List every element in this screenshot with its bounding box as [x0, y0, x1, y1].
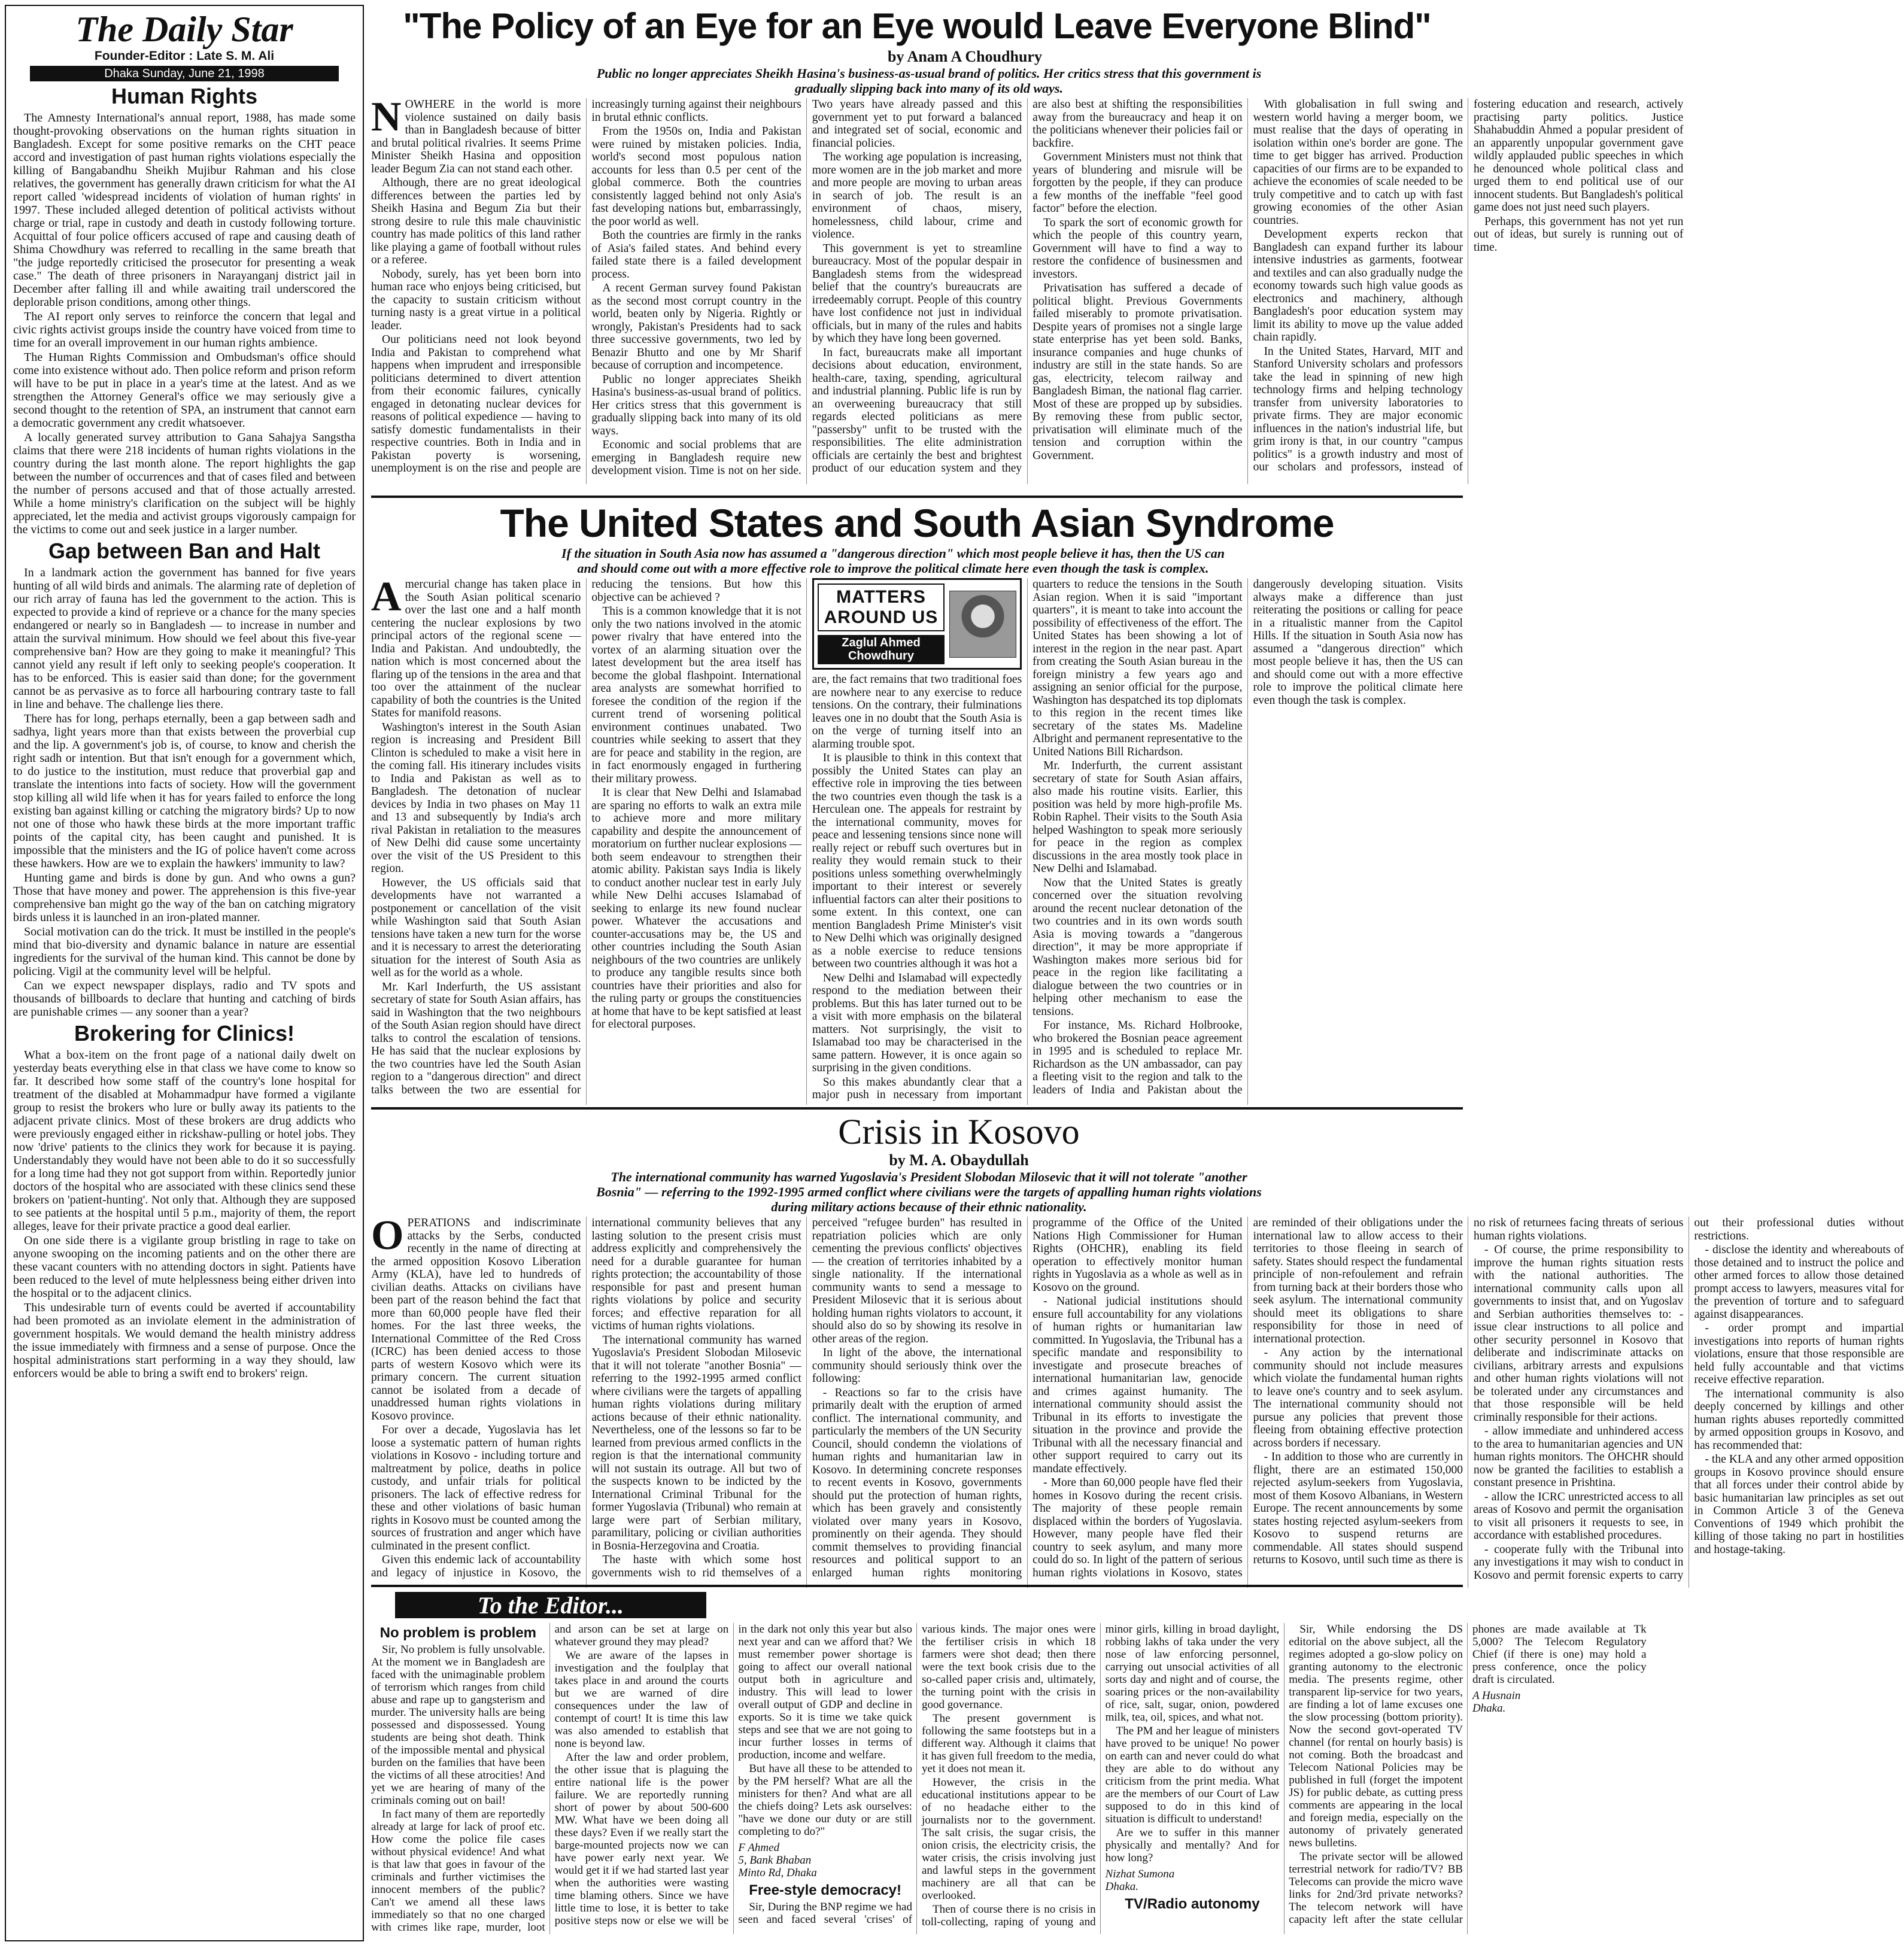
article-us-south-asia	[371, 500, 1463, 1105]
paragraph: - Any action by the international community should not include measures which violate the fundamental human rights to leave one's country and to seek asylum. The international community should not pursue any policies that prevent those fleeing from obtaining effective protection across borders if necessary.	[1253, 1347, 1463, 1449]
paragraph: PERATIONS and indiscriminate attacks by the Serbs, conducted recently in the name of directing at the armed opposition Kosovo Liberation Army (KLA), have led to hundreds of civilian deaths. Attacks on civilians have been part of the reason behind the fact that more than 60,000 people have fled their homes. For the last three weeks, the International Committee of the Red Cross (ICRC) has been denied access to those parts of western Kosovo which were its primary concern. The current situation cannot be isolated from a decade of unaddressed human rights violations in Kosovo province.	[371, 1217, 581, 1423]
paragraph: The haste with which some host governments wish to rid themselves of a perceived "refugee burden" has resulted in repatriation policies which are only cementing the previous conflicts' objectives — the creation of territories inhabited by a single nationality. If the international community wants to send a message to President Milosevic that it is serious about holding human rights violators to account, it should also do so by showing its resolve in other areas of the region.	[591, 1217, 1022, 1579]
paragraph: Social motivation can do the trick. It must be instilled in the people's mind that bio-diversity and dynamic balance in nature are essential ingredients for the survival of the human kind. This cannot be done by policing. Vigil at the community level will be helpful.	[13, 925, 356, 978]
paragraph: This undesirable turn of events could be averted if accountability had been promoted as an inviolate element in the administration of government hospitals. We would demand the health ministry address the issue immediately with firmness and a sense of purpose. Once the hospital administrations start performing in a way they should, law enforcers would be able to bring a swift end to brokers' reign.	[13, 1301, 356, 1380]
paragraph: Perhaps, this government has not yet run out of ideas, but surely is running out of time.	[1473, 215, 1684, 254]
paragraph: There has for long, perhaps eternally, been a gap between sadh and sadhya, light years more than that exists between the proverbial cup and the lip. A government's job is, of course, to know and cherish the right sadh or intention. But that isn't enough for a government which, to do justice to the institution, must reduce that proverbial gap and translate the intentions into facts of society. How will the government stop killing all wild life when it has for years failed to enforce the long existing ban against killing or catching the migratory birds? Up to now not one of those who hawk these birds at the more important traffic points of the capital city, has been caught and punished. It is impossible that the ministers and the IG of police haven't come across these hawkers. How are we to explain the hawkers' immunity to law?	[13, 712, 356, 870]
signoff-line: Dhaka.	[1105, 1880, 1139, 1893]
article-standfirst: The international community has warned Yugoslavia's President Slobodan Milosevic that it will not tolerate "another Bosnia" — referring to the 1992-1995 armed conflict where civilians were the targets of appalling human rights violations during military actions because of their ethnic nationality.	[596, 1169, 1262, 1214]
paragraph: This is a common knowledge that it is not only the two nations involved in the atomic power rivalry that have entered into the vortex of an alarming situation over the latest development but the area itself has become the global flashpoint. International area analysts are somewhat horrified to foresee the condition of the region if the current trend of worsening political environment continues unabated. Two countries while seeking to assert that they are for peace and stability in the region, are in fact enormously engaged in furthering their military prowess.	[591, 605, 801, 785]
paragraph: So this makes abundantly clear that a major push in necessary from important quarters to reduce the tensions in the South Asian region. When it is said "important quarters", it is meant to take into account the possibility of effectiveness of the effort. The United States has been showing a lot of interest in the region in the near past. Apart from creating the South Asian bureau in the foreign ministry a few years ago and assigning an senior official for the purpose, Washington has despatched its top diplomats to this region in the recent times like secretary of the states Ms. Madeline Albright and permanent representative to the United Nations Bill Richardson.	[812, 578, 1243, 1101]
paragraph: In fact, bureaucrats make all important decisions about education, environment, health-care, taxing, spending, agricultural and industrial planning. Public life is run by an overweening bureaucracy that still regards elected politicians as mere "passersby" unfit to be trusted with the responsibilities. The elite administration officials are certainly the best and brightest product of our education system and they are also best at shifting the responsibilities away from the bureaucracy and heap it on the politicians whenever their policies fail or backfire.	[812, 98, 1243, 475]
article-standfirst: If the situation in South Asia now has assumed a "dangerous direction" which most people believe it has, then the US can and should come out with a more effective role to improve the political climate here even though the task is complex.	[561, 546, 1225, 576]
drop-cap: N	[371, 94, 402, 140]
paragraph: For instance, Ms. Richard Holbrooke, who brokered the Bosnian peace agreement in 1995 and is scheduled to replace Mr. Richardson as the UN ambassador, can pay a fleeting visit to the region and talk to the leaders of India and Pakistan about the dangerously developing situation. Visits always make a difference than just reiterating the positions or calling for peace in a ritualistic manner from the Capitol Hills. If the situation in South Asia now has assumed a "dangerous direction" which most people believe it has, then the US can and should come out with a more effective role to improve the political climate here even though the task is complex.	[1033, 578, 1463, 1096]
masthead	[6, 6, 363, 81]
paragraph: Now that the United States is greatly concerned over the situation revolving around the recent nuclear detonation of the two countries and in its own words south Asia is moving towards a "dangerous direction", it may be more appropriate if Washington makes more serious bid for peace in the region like facilitating a dialogue between the two countries or in helping other mechanism to ease the tensions.	[1033, 876, 1243, 1018]
paragraph: It is clear that New Delhi and Islamabad are sparing no efforts to walk an extra mile to achieve more and more military capability and despite the announcement of moratorium on further nuclear explosions — both seem endeavour to strengthen their atomic ability. Pakistan says India is likely to conduct another nuclear test in early July while New Delhi accuses Islamabad of seeking to enlarge its new found nuclear power. Whatever the accusations and counter-accusations may be, the US and other countries including the South Asian neighbours of the two countries are unlikely to produce any tangible results since both countries have their priorities and also for the ruling party or groups the constituencies at home that have to be kept satisfied at least for electoral purposes.	[591, 786, 801, 1031]
article-body	[371, 94, 1684, 484]
divider	[371, 496, 1463, 498]
paragraph: - National judicial institutions should ensure full accountability for any violations of human rights or humanitarian law committed. In Yugoslavia, the Tribunal has a specific mandate and responsibility to investigate and prosecute breaches of international humanitarian law, genocide and crimes against humanity. The international community should assist the Tribunal in its efforts to investigate the situation in the province and provide the Tribunal with all the necessary financial and other support required to carry out its mandate effectively.	[1033, 1295, 1243, 1475]
paragraph: A recent German survey found Pakistan as the second most corrupt country in the world, beaten only by Nigeria. Rightly or wrongly, Pakistan's Presidents had to sack three successive governments, two led by Benazir Bhutto and one by Mr Sharif because of corruption and incompetence.	[591, 282, 801, 372]
signoff-line: Dhaka.	[1472, 1702, 1506, 1715]
paragraph: The international community has warned Yugoslavia's President Slobodan Milosevic that it will not tolerate "another Bosnia" — referring to the 1992-1995 armed conflict where civilians were the targets of appalling human rights violations during military actions because of their ethnic nationality. Nevertheless, one of the lessons so far to be learned from previous armed conflicts in the region is that the international community will not sustain its outrage. All but two of the suspects known to be indicted by the International Criminal Tribunal for the former Yugoslavia (Tribunal) who remain at large were part of Serbian military, paramilitary, policing or civilian authorities in Bosnia-Herzegovina and Croatia.	[591, 1333, 801, 1552]
paragraph: New Delhi and Islamabad will expectedly respond to the mediation between their problems. But this has later turned out to be a visit with more emphasis on the bilateral matters. Not surprisingly, the visit to Islamabad too may be characterised in the same pattern. However, it is once again so surprising in the given conditions.	[812, 971, 1022, 1074]
paragraph: Public no longer appreciates Sheikh Hasina's business-as-usual brand of politics. Her critics stress that this government is gradually slipping back into many of its old ways.	[591, 373, 801, 437]
divider	[371, 1585, 1463, 1587]
masthead-dateline: Dhaka Sunday, June 21, 1998	[30, 66, 339, 81]
author-portrait-photo	[949, 591, 1016, 658]
signoff-line: A Husnain	[1472, 1689, 1521, 1702]
paragraph: - cooperate fully with the Tribunal into any investigations it may wish to conduct in Kosovo and permit forensic experts to carry out their professional duties without restrictions.	[1473, 1217, 1904, 1582]
paragraph: - allow immediate and unhindered access to the area to humanitarian agencies and UN human rights monitors. The OHCHR should now be granted the facilities to establish a constant presence in Prishtina.	[1473, 1425, 1684, 1489]
masthead-founder: Founder-Editor : Late S. M. Ali	[94, 49, 275, 63]
paragraph: In light of the above, the international community should seriously think over the following:	[812, 1347, 1022, 1385]
editorial-title-gap: Gap between Ban and Halt	[48, 539, 321, 563]
paragraph: - order prompt and impartial investigations into reports of human rights violations, ensure that those responsible are held fully accountable and that victims receive effective reparation.	[1694, 1322, 1904, 1386]
paragraph: are, the fact remains that two traditional foes are nowhere near to any exercise to reduce tensions. On the contrary, their fulminations leaves one in no doubt that the South Asia is on the verge of turning itself into an alarming trouble spot.	[812, 673, 1022, 750]
paragraph: A locally generated survey attribution to Gana Sahajya Sangstha claims that there were 218 incidents of human rights violations in the country during the last month alone. The report highlights the gap between the number of occurrences and that of cases filed and between the number of persons accused and that of those actually arrested. While a home ministry's clarification on the subject will be highly appreciated, let the media and activist groups vigorously campaign for the victims to come out and seek justice in a larger number.	[13, 431, 356, 536]
paragraph: Although, there are no great ideological differences between the parties led by Sheikh Hasina and Begum Zia but their strong desire to rule this male chauvinistic country has made politics of this land rather like playing a game of football without rules or a referee.	[371, 177, 581, 266]
paragraph: The working age population is increasing, more women are in the job market and more and more people are moving to urban areas in search of job. The result is an environment of chaos, misery, homelessness, child labour, crime and violence.	[812, 151, 1022, 241]
paragraph: Nobody, surely, has yet been born into human race who enjoys being criticised, but the capacity to sustain criticism without turning nasty is a great virtue in a political leader.	[371, 268, 581, 332]
paragraph: Mr. Karl Inderfurth, the US assistant secretary of state for South Asian affairs, has said in Washington that the two neighbours of the South Asian region should have direct talks to control the escalation of tensions. He has said that the nuclear explosions by the two countries have led the South Asian region to a "dangerous direction" and direct talks between the two are essential for reducing the tensions. But how this objective can be achieved ?	[371, 578, 801, 1096]
paragraph: The PM and her league of ministers have proved to be unique! No power on earth can and never could do what they are able to do without any criticism from the print media. What are the members of our Court of Law supposed to do in this kind of situation is difficult to understand!	[1105, 1725, 1280, 1825]
paragraph: What a box-item on the front page of a national daily dwelt on yesterday beats everything else in that class we have come to know so far. It described how some staff of the country's lone hospital for treatment of the disabled at Mohammadpur have formed a vigilante group to resist the brokers who lure or bully away its patients to the adjacent private clinics. Most of these brokers are drug addicts who were previously engaged either in rickshaw-pulling or hotel jobs. They now 'drive' patients to the clinics they work for because it is paying. Understandably they would have not been able to do it so successfully for a long time had they not got support from within. Reportedly junior doctors of the hospital who are associated with these clinics send these brokers on 'patient-hunting'. Not only that. Although they are supposed to see patients at the hospital until 5 p.m., majority of them, the report alleges, leave for their private practice a good deal earlier.	[13, 1049, 356, 1233]
paragraph: This government is yet to streamline bureaucracy. Most of the popular despair in Bangladesh stems from the widespread belief that the country's bureaucrats are irredeemably corrupt. People of this country have lost confidence not just in individual officials, but in many of the rules and habits by which they have long been governed.	[812, 242, 1022, 345]
signoff-line: Minto Rd, Dhaka	[738, 1867, 817, 1879]
paragraph: Our politicians need not look beyond India and Pakistan to comprehend what happens when imprudent and irresponsible politicians determined to divert attention from their economic failures, cynically engaged in detonating nuclear devices for reasons of political expedience — having to satisfy domestic fundamentalists in their respective countries. Both in India and in Pakistan poverty is worsening, unemployment is on the rise and people are increasingly turning against their neighbours in brutal ethnic conflicts.	[371, 98, 801, 475]
divider	[371, 1107, 1463, 1110]
paragraph: The private sector will be allowed terrestrial network for radio/TV? BB Telecoms can provide the micro wave links for 2nd/3rd private networks? The telecom network will have capacity left after the state cellular phones are made available at Tk 5,000? The Telecom Regulatory Chief (if there is one) may hold a press conference, once the policy draft is circulated.	[1289, 1623, 1647, 1926]
paragraph: With globalisation in full swing and western world having a merger boom, we must realise that the days of operating in isolation within one's border are gone. The time to get bigger has arrived. Production capacities of our firms are to be expanded to achieve the economies of scale needed to be truly competitive and to catch up with fast growing economies of the other Asian countries.	[1253, 98, 1463, 227]
paragraph: Economic and social problems that are emerging in Bangladesh require new development vision. Time is not on her side. Two years have already passed and this government yet to put forward a balanced and integrated set of social, economic and financial policies.	[591, 98, 1022, 477]
column-logo-title: MATTERS AROUND US	[818, 584, 945, 631]
paragraph: Sir, During the BNP regime we had seen and faced several 'crises' of various kinds. The major ones were the fertiliser crisis in which 18 farmers were shot dead; then there were the text book crisis due to the so-called paper crisis and, ultimately, the turning point with the crisis in good governance.	[738, 1623, 1096, 1926]
column-logo-matters-around-us	[812, 578, 1022, 670]
paragraph: In the United States, Harvard, MIT and Stanford University scholars and professors take the lead in spinning of new high technology firms and helping technology transfer from university laboratories to private firms. They are major economic influences in the nation's industrial life, but grim irony is that, in our country "campus politics" is a growth industry and most of our scholars and professors, instead of fostering education and research, actively practising party politics. Justice Shahabuddin Ahmed a popular president of an apparently unpopular government gave wildly applauded public speeches in which he denounced whole political class and urged them to end political use of our innocent students. But Bangladesh's political game does not just need such players.	[1253, 98, 1684, 473]
paragraph: - In addition to those who are currently in flight, there are an estimated 150,000 rejected asylum-seekers from Yugoslavia, most of them Kosovo Albanians, in Western Europe. The recent announcements by some states hosting rejected asylum-seekers from Kosovo to suspend returns are commendable. All states should suspend returns to Kosovo, until such time as there is no risk of returnees facing threats of serious human rights violations.	[1253, 1217, 1684, 1566]
paragraph: Both the countries are firmly in the ranks of Asia's failed states. And behind every failed state there is a failed development process.	[591, 229, 801, 281]
paragraph: We are aware of the lapses in investigation and the foulplay that takes place in and around the courts but we are warned of dire consequences under the law of contempt of court! It is time this law was also amended to establish that none is beyond law.	[554, 1649, 729, 1750]
paragraph: - Of course, the prime responsibility to improve the human rights situation rests with the national authorities. The international community calls upon all governments to insist that, and on Yugoslav and Serbian authorities themselves to: - issue clear instructions to all police and other security personnel in Kosovo that deliberate and indiscriminate attacks on civilians, arbitrary arrests and expulsions and other human rights violations will not be tolerated under any circumstances and that those responsible will be held criminally responsible for their actions.	[1473, 1244, 1684, 1424]
article-crisis-kosovo	[371, 1112, 1904, 1582]
article-headline: The United States and South Asian Syndrome	[500, 501, 1334, 545]
article-body	[371, 574, 1463, 1105]
paragraph: After the law and order problem, the other issue that is plaguing the entire national life is the power failure. We are reportedly running short of power by about 500-600 MW. What have we been doing all these days? Even if we really start the barge-mounted projects now we can have power early next year. We would get it if we had started last year when the authorities were wasting time blaming others. Since we have little time to lose, it is better to take positive steps now or else we will be in the dark not only this year but also next year and can we afford that? We must remember power shortage is going to affect our overall national output both in agriculture and industry. This will lead to lower overall output of GDP and decline in exports. So it is time we take quick steps and see that we are not going to incur further losses in terms of production, income and welfare.	[554, 1623, 912, 1927]
paragraph: Sir, No problem is fully unsolvable. At the moment we in Bangladesh are faced with the unimaginable problem of terrorism which ranges from child abuse and rape up to gangsterism and murder. The university halls are being possessed and dispossessed. Young students are being shot death. Think of the impossible mental and physical burden on the families that have been the victims of all these atrocities! And yet we are hearing of many of the criminals coming out on bail!	[371, 1643, 545, 1807]
editorial-clinics-body	[13, 1049, 356, 1380]
paragraph: The international community is also deeply concerned by killings and other human rights abuses reportedly committed by armed opposition groups in Kosovo, and has recommended that:	[1694, 1387, 1904, 1452]
paragraph: In fact many of them are reportedly already at large for lack of proof etc. How come the police file cases without physical evidence! And what is that law that goes in favour of the criminals and further victimises the innocent members of the public? Can't we amend all these laws immediately so that no one charged with crimes like rape, murder, loot and arson can be set at large on whatever ground they may plead?	[371, 1623, 729, 1934]
masthead-title: The Daily Star	[75, 10, 293, 49]
editorial-gap-body	[13, 566, 356, 1019]
article-body	[371, 1212, 1904, 1588]
letter-signoff	[1106, 1868, 1280, 1893]
letters-section	[371, 1590, 1647, 1941]
editorial-title-human-rights: Human Rights	[111, 84, 257, 108]
paragraph: Given this endemic lack of accountability and legacy of injustice in Kosovo, the international community believes that any lasting solution to the present crisis must address explicitly and comprehensively the need for a durable guarantee for human rights protection; the accountability of those responsible for past and present human rights violations by police and security forces; and effective reparation for all victims of human rights violations.	[371, 1217, 801, 1579]
paragraph: - Reactions so far to the crisis have primarily dealt with the eruption of armed conflict. The international community, and particularly the members of the UN Security Council, should condemn the violations of human rights and humanitarian law in Kosovo. In determining concrete responses to recent events in Kosovo, governments should put the protection of human rights, which has been gravely and consistently violated over many years in Kosovo, prominently on their agenda. They should commit themselves to providing financial resources and political support to an enlarged human rights monitoring programme of the Office of the United Nations High Commissioner for Human Rights (OHCHR), enabling its field operation to effectively monitor human rights in Yugoslavia as a whole as well as in Kosovo on the ground.	[812, 1217, 1243, 1579]
article-headline: "The Policy of an Eye for an Eye would Leave Everyone Blind"	[403, 6, 1431, 46]
article-byline: by Anam A Choudhury	[888, 48, 1042, 65]
article-headline: Crisis in Kosovo	[838, 1112, 1080, 1151]
article-standfirst: Public no longer appreciates Sheikh Hasina's business-as-usual brand of politics. Her critics stress that this government is gradually slipping back into many of its old ways.	[596, 66, 1262, 96]
drop-cap: O	[371, 1212, 404, 1259]
column-logo-author: Zaglul Ahmed Chowdhury	[818, 635, 945, 664]
letter-title: Free-style democracy!	[749, 1882, 902, 1898]
paragraph: However, the US officials said that developments have not warranted a postponement or cancellation of the visit while Washington said that South Asian tensions have taken a new turn for the worse and it is necessary to arrest the deteriorating situation for the interest of South Asia as well as for the world as a whole.	[371, 876, 581, 979]
paragraph: To spark the sort of economic growth for which the people of this country yearn, Government will have to find a way to restore the confidence of businessmen and investors.	[1033, 216, 1243, 281]
paragraph: The Human Rights Commission and Ombudsman's office should come into existence without ado. Then police reform and prison reform will have to be put in place in a year's time at the latest. And as we strengthen the Attorney General's office we may seriously give a second thought to the retention of SPA, an instrument that cannot earn a democratic government any credit whatsoever.	[13, 351, 356, 430]
letter-title: No problem is problem	[379, 1625, 537, 1641]
paragraph: Privatisation has suffered a decade of political blight. Previous Governments failed miserably to promote privatisation. Despite years of promises not a single large state enterprise has yet been sold. Banks, insurance companies and huge chunks of industry are still in the state hands. So are gas, electricity, telecom railway and Bangladesh Biman, the national flag carrier. Most of these are propped up by subsidies. By removing these from public sector, privatisation will eliminate much of the tension and corruption within the Government.	[1033, 282, 1243, 462]
paragraph: The Amnesty International's annual report, 1988, has made some thought-provoking observations on the human rights situation in Bangladesh. Except for some positive remarks on the CHT peace accord and investigation of past human rights violations especially the killing of Bangabandhu Sheikh Mujibur Rahman and his close relatives, the government has generally drawn criticism for what the AI report called 'widespread incidents of violation of human rights' in 1997. These included alleged detention of political activists without charge or trial, rape in custody and death in custody following torture. Acquittal of four police officers accused of rape and causing death of Shima Chowdhury was referred to recalling in the same breath that "the judge reportedly criticised the prosecutor for presenting a weak case." The death of three prisoners in Narayanganj district jail in December after falling ill and while awaiting trail underscored the deplorable prison conditions, among other things.	[13, 111, 356, 309]
paragraph: OWHERE in the world is more violence sustained on daily basis than in Bangladesh because of bitter and brutal political rivalries. It seems Prime Minister Sheikh Hasina and opposition leader Begum Zia can not stand each other.	[371, 98, 581, 175]
paragraph: - disclose the identity and whereabouts of those detained and to instruct the police and other armed forces to allow those detained prompt access to lawyers, measures vital for the prevention of torture and to safeguard against disappearances.	[1694, 1244, 1904, 1321]
left-column	[5, 5, 364, 1941]
drop-cap: A	[371, 574, 402, 620]
paragraph: - allow the ICRC unrestricted access to all areas of Kosovo and permit the organisation to visit all prisoners it requests to see, in accordance with established procedures.	[1473, 1490, 1684, 1542]
paragraph: mercurial change has taken place in the South Asian political scenario over the last one and a half month centering the nuclear explosions by two principal actors of the regional scene — India and Pakistan. And undoubtedly, the nation which is most concerned about the flaring up of the tensions in the area and that too over the attainment of the nuclear capability of both the countries is the United States for manifold reasons.	[371, 578, 581, 719]
paragraph: - More than 60,000 people have fled their homes in Kosovo during the recent crisis. The majority of these people remain displaced within the borders of Yugoslavia. However, many people have fled their country to seek asylum, and many more could do so. In light of the pattern of serious human rights violations in Kosovo, states are reminded of their obligations under the international law to allow access to their territories to those fleeing in search of safety. States should respect the fundamental principle of non-refoulement and refrain from turning back at their borders those who seek asylum. The international community should meet its obligations to share responsibility for those in need of international protection.	[1033, 1217, 1463, 1579]
editorial-title-clinics: Brokering for Clinics!	[74, 1021, 295, 1046]
paragraph: But have all these to be attended to by the PM herself? What are all the ministers for then? And what are all the chiefs doing? Lets ask ourselves: "have we done our duty or are still completing to do?"	[738, 1762, 912, 1838]
signoff-line: F Ahmed	[738, 1841, 780, 1854]
letter-signoff	[738, 1841, 912, 1879]
paragraph: Government Ministers must not think that years of blundering and misrule will be forgotten by the people, if they can produce a few months of the ineffable "feel good factor" before the election.	[1033, 151, 1243, 215]
paragraph: Can we expect newspaper displays, radio and TV spots and thousands of billboards to declare that hunting and catching of birds are punishable crimes — any sooner than a year?	[13, 979, 356, 1019]
paragraph: In a landmark action the government has banned for five years hunting of all wild birds and animals. The alarming rate of depletion of our rich array of fauna has led the government to the action. This is expected to provide a kind of reprieve or a chance for the many species endangered or nearly so in Bangladesh — to increase in number and attain the survival minimum. How should we feel about this five-year comprehensive ban? How are they going to make it meaningful? This cannot yield any result if left only to seeking people's cooperation. It has to be enforced. This is easier said than done; for the government cannot be as pervasive as to force all harbouring contrary taste to fall in line and behave. The challenge lies there.	[13, 566, 356, 711]
paragraph: Are we to suffer in this manner physically and mentally? And for how long?	[1105, 1827, 1280, 1864]
paragraph: For over a decade, Yugoslavia has let loose a systematic pattern of human rights violations in Kosovo - including torture and maltreatment by police, deaths in police custody, and unfair trials for political prisoners. The lack of effective redress for these and other violations of basic human rights in Kosovo must be counted among the sources of frustration and anger which have culminated in the present conflict.	[371, 1424, 581, 1552]
signoff-line: 5, Bank Bhaban	[738, 1854, 812, 1867]
paragraph: Then of course there is no crisis in toll-collecting, raping of young and minor girls, killing in broad daylight, robbing lakhs of taka under the very nose of law enforcing personnel, carrying out unsocial activities of all sorts day and night and of course, the soaring prices or the non-availability of rice, salt, sugar, onion, powdered milk, tea, oil, spices, and what not.	[921, 1623, 1280, 1928]
paragraph: However, the crisis in the educational institutions appear to be of no headache either to the journalists nor to the government. The salt crisis, the sugar crisis, the onion crisis, the electricity crisis, the water crisis, the crisis involving just and lawful steps in the government machinery are all that can be overlooked.	[921, 1776, 1096, 1902]
paragraph: Hunting game and birds is done by gun. And who owns a gun? Those that have money and power. The apprehension is this five-year comprehensive ban might go the way of the ban on catching migratory birds unless it is launched in an iron-plated manner.	[13, 871, 356, 924]
letters-body	[371, 1623, 1647, 1934]
paragraph: - the KLA and any other armed opposition groups in Kosovo province should ensure that all forces under their control abide by basic humanitarian law principles as set out in Common Article 3 of the Geneva Conventions of 1949 which prohibit the killing of those taking no part in hostilities and hostage-taking.	[1694, 1453, 1904, 1556]
letters-banner-text: To the Editor...	[477, 1591, 624, 1619]
letter-title: TV/Radio autonomy	[1125, 1896, 1260, 1912]
paragraph: On one side there is a vigilante group bristling in rage to take on anyone swooping on the incoming patients and on the other there are these vacant counters with no attending doctors in sight. Patients have been reduced to the level of mute helplessness being either driven into the hospital or to the adjacent clinics.	[13, 1234, 356, 1300]
article-policy-eye	[371, 5, 1684, 493]
paragraph: Washington's interest in the South Asian region is increasing and President Bill Clinton is scheduled to make a visit here in the coming fall. His itinerary includes visits to India and Pakistan as well as to Bangladesh. The detonation of nuclear devices by India in two phases on May 11 and 13 and subsequently by India's arch rival Pakistan in retaliation to the measures of New Delhi did cause some uncertainty over the visit of the US President to this region.	[371, 721, 581, 875]
paragraph: Development experts reckon that Bangladesh can expand further its labour intensive industries as garments, footwear and textiles and can also gradually nudge the economy towards such high value goods as electronics and machinery, although Bangladesh's poor education system may limit its ability to move up the value added chain rapidly.	[1253, 228, 1463, 344]
letter-signoff	[1472, 1689, 1647, 1715]
paragraph: The AI report only serves to reinforce the concern that legal and civic rights activist groups inside the country have voiced from time to time for an overall improvement in our human rights ambience.	[13, 310, 356, 350]
article-byline: by M. A. Obaydullah	[889, 1151, 1029, 1169]
paragraph: The present government is following the same footsteps but in a different way. Although it claims that it has given full freedom to the media, yet it does not mean it.	[921, 1712, 1096, 1775]
paragraph: Mr. Inderfurth, the current assistant secretary of state for South Asian affairs, also made his routine visits. Earlier, this position was held by more high-profile Ms. Robin Raphel. Their visits to the South Asia helped Washington to speak more seriously for peace in the region as complex discussions in the area mostly took place in New Delhi and Islamabad.	[1033, 759, 1243, 875]
paragraph: Sir, While endorsing the DS editorial on the above subject, all the regimes adopted a go-slow policy on granting autonomy to the electronic media. The presents regime, other transparent lip-service for two years, are finding a lot of lame excuses one the slow processing (bottom priority). Now the second govt-operated TV channel (for rental on hourly basis) is not coming. Both the broadcast and Telecom National Policies may be published in full (forget the impotent JS) for public debate, as cutting press comments are appearing in the local and foreign media, especially on the autonomy of privately generated news bulletins.	[1289, 1623, 1463, 1849]
letters-banner	[395, 1592, 706, 1618]
signoff-line: Nizhat Sumona	[1105, 1868, 1175, 1880]
paragraph: It is plausible to think in this context that possibly the United States can play an effective role in improving the ties between the two countries even though the task is a Herculean one. The appeals for restraint by the international community, moves for peace and lessening tensions since none will really reject or rebuff such overtures but in reality they would remain stuck to their positions unless something overwhelmingly important to their interest or severely influential factors can alter their positions to some extent. In this context, one can mention Bangladesh Prime Minister's visit to New Delhi which was originally designed as a noble exercise to reduce tensions between two countries although it was hot a	[812, 752, 1022, 970]
paragraph: From the 1950s on, India and Pakistan were ruined by mistaken policies. India, world's second most populous nation accounts for less than 0.5 per cent of the global commerce. Both the countries consistently lagged behind not only Asia's fast developing nations but, embarrassingly, the poor world as well.	[591, 125, 801, 228]
editorial-human-rights-body	[13, 111, 356, 536]
